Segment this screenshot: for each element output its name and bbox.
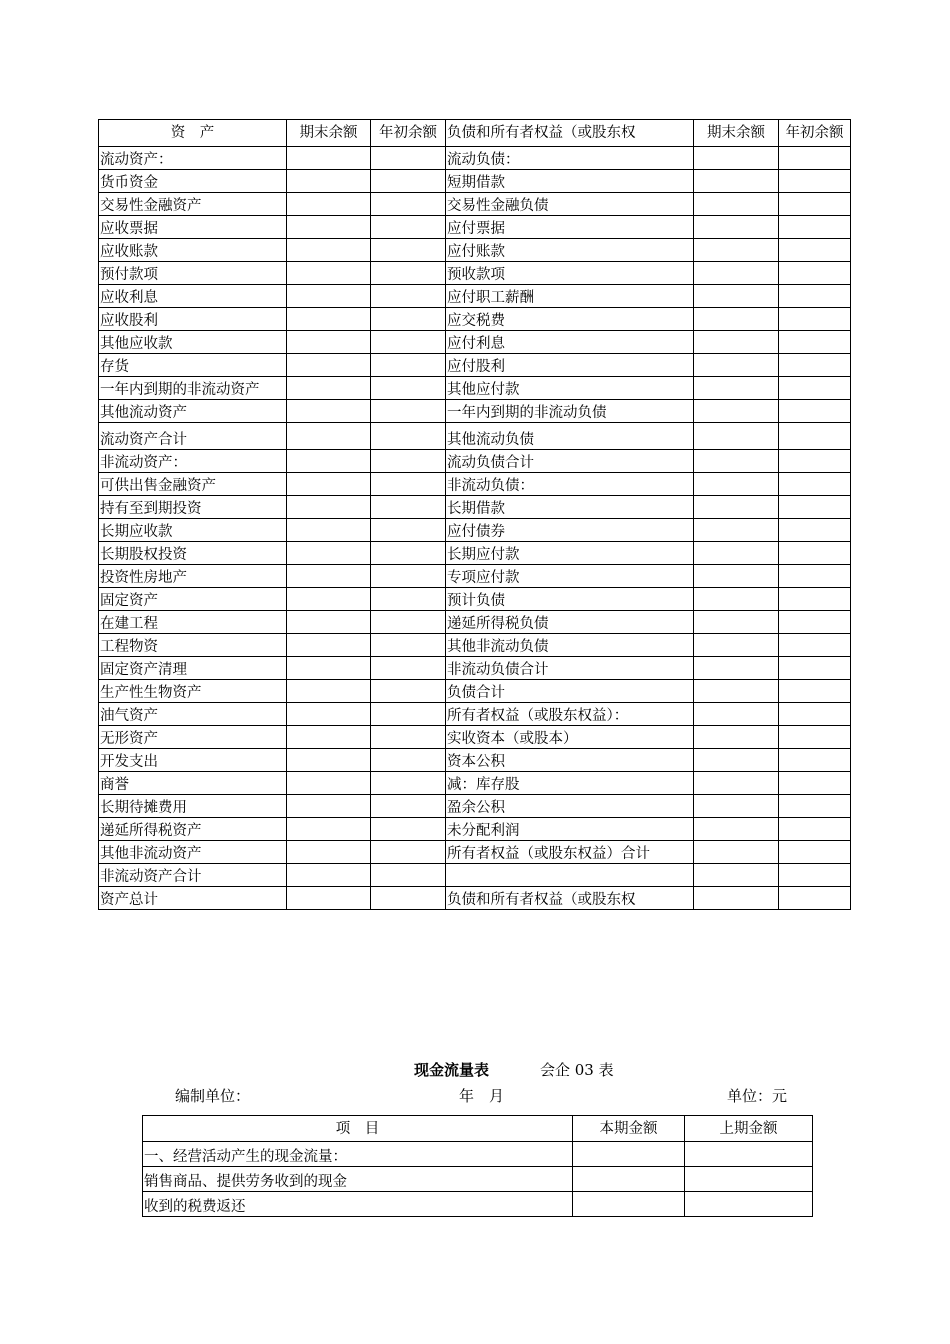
asset-opening-balance[interactable]	[371, 726, 446, 749]
table-row	[99, 193, 851, 216]
liability-ending-balance[interactable]	[694, 450, 779, 473]
asset-ending-balance[interactable]	[287, 239, 371, 262]
liability-ending-balance[interactable]	[694, 354, 779, 377]
asset-item-label: 预付款项	[99, 262, 287, 285]
liability-opening-balance[interactable]	[779, 611, 851, 634]
liability-item-label: 专项应付款	[446, 565, 694, 588]
currency-unit-label: 单位：元	[727, 1087, 788, 1105]
liability-ending-balance[interactable]	[694, 657, 779, 680]
liability-opening-balance[interactable]	[779, 400, 851, 423]
liability-opening-balance[interactable]	[779, 423, 851, 450]
liability-ending-balance[interactable]	[694, 239, 779, 262]
liability-item-label: 减：库存股	[446, 772, 694, 795]
table-row	[99, 170, 851, 193]
asset-ending-balance[interactable]	[287, 331, 371, 354]
asset-ending-balance[interactable]	[287, 680, 371, 703]
liability-item-label: 非流动负债：	[446, 473, 694, 496]
table-row	[99, 565, 851, 588]
table-row	[99, 331, 851, 354]
asset-ending-balance[interactable]	[287, 400, 371, 423]
liability-item-label: 盈余公积	[446, 795, 694, 818]
liability-item-label: 负债和所有者权益（或股东权	[446, 887, 694, 910]
asset-opening-balance[interactable]	[371, 657, 446, 680]
liability-item-label: 预收款项	[446, 262, 694, 285]
asset-ending-balance[interactable]	[287, 634, 371, 657]
asset-ending-balance[interactable]	[287, 887, 371, 910]
liability-opening-balance[interactable]	[779, 772, 851, 795]
table-row	[143, 1167, 813, 1192]
asset-item-label: 流动资产：	[99, 147, 287, 170]
liability-opening-balance[interactable]	[779, 657, 851, 680]
liability-item-label: 未分配利润	[446, 818, 694, 841]
asset-ending-balance[interactable]	[287, 354, 371, 377]
liability-ending-balance[interactable]	[694, 772, 779, 795]
balance-sheet-header-row	[99, 120, 851, 147]
liability-ending-balance[interactable]	[694, 496, 779, 519]
column-header: 年初余额	[779, 120, 851, 147]
liability-ending-balance[interactable]	[694, 193, 779, 216]
asset-opening-balance[interactable]	[371, 565, 446, 588]
liability-ending-balance[interactable]	[694, 726, 779, 749]
asset-ending-balance[interactable]	[287, 308, 371, 331]
asset-opening-balance[interactable]	[371, 864, 446, 887]
liability-item-label: 负债合计	[446, 680, 694, 703]
liability-item-label: 一年内到期的非流动负债	[446, 400, 694, 423]
liability-item-label: 长期借款	[446, 496, 694, 519]
asset-item-label: 应收账款	[99, 239, 287, 262]
liability-item-label: 交易性金融负债	[446, 193, 694, 216]
table-row	[99, 795, 851, 818]
liability-opening-balance[interactable]	[779, 285, 851, 308]
table-row	[99, 542, 851, 565]
liability-ending-balance[interactable]	[694, 864, 779, 887]
asset-ending-balance[interactable]	[287, 841, 371, 864]
asset-opening-balance[interactable]	[371, 634, 446, 657]
liability-opening-balance[interactable]	[779, 331, 851, 354]
asset-ending-balance[interactable]	[287, 864, 371, 887]
liability-ending-balance[interactable]	[694, 519, 779, 542]
asset-opening-balance[interactable]	[371, 749, 446, 772]
asset-item-label: 流动资产合计	[99, 423, 287, 450]
column-header: 期末余额	[694, 120, 779, 147]
asset-opening-balance[interactable]	[371, 400, 446, 423]
table-row	[99, 634, 851, 657]
asset-ending-balance[interactable]	[287, 377, 371, 400]
table-row	[99, 216, 851, 239]
liability-item-label: 长期应付款	[446, 542, 694, 565]
table-row	[99, 887, 851, 910]
table-row	[99, 239, 851, 262]
asset-item-label: 非流动资产合计	[99, 864, 287, 887]
asset-ending-balance[interactable]	[287, 423, 371, 450]
asset-item-label: 固定资产	[99, 588, 287, 611]
table-row	[99, 354, 851, 377]
asset-opening-balance[interactable]	[371, 216, 446, 239]
asset-item-label: 应收利息	[99, 285, 287, 308]
asset-item-label: 交易性金融资产	[99, 193, 287, 216]
form-code: 会企 03 表	[540, 1061, 614, 1079]
cash-flow-item-label: 一、经营活动产生的现金流量：	[143, 1142, 573, 1167]
prior-period-amount[interactable]	[685, 1167, 813, 1192]
asset-item-label: 油气资产	[99, 703, 287, 726]
asset-item-label: 长期股权投资	[99, 542, 287, 565]
cash-flow-table	[142, 1115, 813, 1217]
asset-item-label: 非流动资产：	[99, 450, 287, 473]
liability-item-label: 递延所得税负债	[446, 611, 694, 634]
table-row	[99, 657, 851, 680]
asset-item-label: 工程物资	[99, 634, 287, 657]
asset-ending-balance[interactable]	[287, 611, 371, 634]
asset-item-label: 一年内到期的非流动资产	[99, 377, 287, 400]
liability-item-label: 预计负债	[446, 588, 694, 611]
liability-ending-balance[interactable]	[694, 887, 779, 910]
liability-item-label: 非流动负债合计	[446, 657, 694, 680]
liability-item-label: 资本公积	[446, 749, 694, 772]
liability-ending-balance[interactable]	[694, 703, 779, 726]
asset-item-label: 固定资产清理	[99, 657, 287, 680]
table-row	[143, 1192, 813, 1217]
cash-flow-title: 现金流量表	[414, 1061, 490, 1079]
asset-item-label: 存货	[99, 354, 287, 377]
asset-opening-balance[interactable]	[371, 680, 446, 703]
liability-item-label: 流动负债：	[446, 147, 694, 170]
liability-opening-balance[interactable]	[779, 308, 851, 331]
asset-ending-balance[interactable]	[287, 170, 371, 193]
asset-ending-balance[interactable]	[287, 657, 371, 680]
table-row	[99, 423, 851, 450]
table-row	[99, 680, 851, 703]
asset-item-label: 其他流动资产	[99, 400, 287, 423]
asset-opening-balance[interactable]	[371, 377, 446, 400]
asset-opening-balance[interactable]	[371, 588, 446, 611]
liability-ending-balance[interactable]	[694, 308, 779, 331]
period-label: 年 月	[459, 1087, 505, 1105]
liability-opening-balance[interactable]	[779, 496, 851, 519]
liability-opening-balance[interactable]	[779, 473, 851, 496]
liability-opening-balance[interactable]	[779, 818, 851, 841]
liability-opening-balance[interactable]	[779, 354, 851, 377]
liability-opening-balance[interactable]	[779, 147, 851, 170]
table-row	[99, 749, 851, 772]
liability-item-label: 应交税费	[446, 308, 694, 331]
liability-item-label: 应付账款	[446, 239, 694, 262]
liability-ending-balance[interactable]	[694, 565, 779, 588]
asset-item-label: 递延所得税资产	[99, 818, 287, 841]
table-row	[99, 818, 851, 841]
asset-opening-balance[interactable]	[371, 519, 446, 542]
current-period-amount[interactable]	[573, 1167, 685, 1192]
liability-item-label: 所有者权益（或股东权益）：	[446, 703, 694, 726]
asset-ending-balance[interactable]	[287, 542, 371, 565]
liability-item-label: 所有者权益（或股东权益）合计	[446, 841, 694, 864]
liability-opening-balance[interactable]	[779, 864, 851, 887]
asset-item-label: 货币资金	[99, 170, 287, 193]
liability-ending-balance[interactable]	[694, 749, 779, 772]
column-header: 期末余额	[287, 120, 371, 147]
asset-item-label: 开发支出	[99, 749, 287, 772]
liability-item-label: 其他流动负债	[446, 423, 694, 450]
asset-ending-balance[interactable]	[287, 262, 371, 285]
liability-opening-balance[interactable]	[779, 565, 851, 588]
table-row	[99, 308, 851, 331]
asset-ending-balance[interactable]	[287, 193, 371, 216]
asset-ending-balance[interactable]	[287, 588, 371, 611]
asset-opening-balance[interactable]	[371, 239, 446, 262]
prior-period-amount[interactable]	[685, 1192, 813, 1217]
asset-ending-balance[interactable]	[287, 726, 371, 749]
liability-ending-balance[interactable]	[694, 611, 779, 634]
preparer-label: 编制单位：	[175, 1087, 251, 1105]
asset-ending-balance[interactable]	[287, 772, 371, 795]
liability-ending-balance[interactable]	[694, 262, 779, 285]
column-header: 年初余额	[371, 120, 446, 147]
liability-item-label	[446, 864, 694, 887]
liability-ending-balance[interactable]	[694, 216, 779, 239]
table-row	[99, 496, 851, 519]
liability-opening-balance[interactable]	[779, 841, 851, 864]
table-row	[99, 450, 851, 473]
table-row	[99, 772, 851, 795]
column-header: 本期金额	[573, 1116, 685, 1142]
asset-ending-balance[interactable]	[287, 818, 371, 841]
liability-opening-balance[interactable]	[779, 542, 851, 565]
asset-item-label: 应收票据	[99, 216, 287, 239]
liability-item-label: 短期借款	[446, 170, 694, 193]
table-row	[99, 588, 851, 611]
asset-opening-balance[interactable]	[371, 262, 446, 285]
asset-opening-balance[interactable]	[371, 887, 446, 910]
liability-opening-balance[interactable]	[779, 588, 851, 611]
liability-opening-balance[interactable]	[779, 634, 851, 657]
asset-ending-balance[interactable]	[287, 450, 371, 473]
current-period-amount[interactable]	[573, 1192, 685, 1217]
cash-flow-item-label: 收到的税费返还	[143, 1192, 573, 1217]
column-header: 负债和所有者权益（或股东权	[446, 120, 694, 147]
column-header: 资 产	[99, 120, 287, 147]
asset-opening-balance[interactable]	[371, 611, 446, 634]
liability-ending-balance[interactable]	[694, 818, 779, 841]
asset-item-label: 其他非流动资产	[99, 841, 287, 864]
asset-ending-balance[interactable]	[287, 749, 371, 772]
column-header: 项 目	[143, 1116, 573, 1142]
liability-ending-balance[interactable]	[694, 377, 779, 400]
asset-opening-balance[interactable]	[371, 285, 446, 308]
liability-item-label: 其他应付款	[446, 377, 694, 400]
liability-item-label: 应付利息	[446, 331, 694, 354]
asset-opening-balance[interactable]	[371, 473, 446, 496]
liability-ending-balance[interactable]	[694, 634, 779, 657]
liability-ending-balance[interactable]	[694, 331, 779, 354]
asset-ending-balance[interactable]	[287, 285, 371, 308]
liability-ending-balance[interactable]	[694, 588, 779, 611]
asset-item-label: 其他应收款	[99, 331, 287, 354]
table-row	[99, 262, 851, 285]
liability-opening-balance[interactable]	[779, 795, 851, 818]
asset-ending-balance[interactable]	[287, 216, 371, 239]
table-row	[99, 400, 851, 423]
liability-opening-balance[interactable]	[779, 193, 851, 216]
asset-item-label: 可供出售金融资产	[99, 473, 287, 496]
liability-ending-balance[interactable]	[694, 400, 779, 423]
liability-item-label: 应付股利	[446, 354, 694, 377]
asset-ending-balance[interactable]	[287, 519, 371, 542]
liability-ending-balance[interactable]	[694, 147, 779, 170]
asset-item-label: 在建工程	[99, 611, 287, 634]
table-row	[99, 703, 851, 726]
asset-item-label: 投资性房地产	[99, 565, 287, 588]
liability-item-label: 应付债券	[446, 519, 694, 542]
asset-item-label: 应收股利	[99, 308, 287, 331]
liability-opening-balance[interactable]	[779, 726, 851, 749]
liability-ending-balance[interactable]	[694, 680, 779, 703]
liability-opening-balance[interactable]	[779, 377, 851, 400]
liability-item-label: 应付票据	[446, 216, 694, 239]
asset-ending-balance[interactable]	[287, 496, 371, 519]
asset-opening-balance[interactable]	[371, 795, 446, 818]
asset-opening-balance[interactable]	[371, 450, 446, 473]
asset-opening-balance[interactable]	[371, 308, 446, 331]
asset-opening-balance[interactable]	[371, 841, 446, 864]
liability-ending-balance[interactable]	[694, 542, 779, 565]
liability-opening-balance[interactable]	[779, 216, 851, 239]
table-row	[99, 285, 851, 308]
asset-ending-balance[interactable]	[287, 565, 371, 588]
liability-ending-balance[interactable]	[694, 841, 779, 864]
asset-opening-balance[interactable]	[371, 193, 446, 216]
asset-ending-balance[interactable]	[287, 473, 371, 496]
liability-opening-balance[interactable]	[779, 703, 851, 726]
asset-opening-balance[interactable]	[371, 423, 446, 450]
liability-opening-balance[interactable]	[779, 239, 851, 262]
liability-opening-balance[interactable]	[779, 887, 851, 910]
asset-ending-balance[interactable]	[287, 795, 371, 818]
table-row	[99, 377, 851, 400]
table-row	[99, 841, 851, 864]
table-row	[99, 611, 851, 634]
liability-ending-balance[interactable]	[694, 795, 779, 818]
table-row	[99, 147, 851, 170]
asset-opening-balance[interactable]	[371, 147, 446, 170]
asset-opening-balance[interactable]	[371, 703, 446, 726]
asset-item-label: 商誉	[99, 772, 287, 795]
liability-opening-balance[interactable]	[779, 680, 851, 703]
asset-opening-balance[interactable]	[371, 170, 446, 193]
liability-ending-balance[interactable]	[694, 423, 779, 450]
balance-sheet-table	[98, 119, 851, 910]
asset-opening-balance[interactable]	[371, 772, 446, 795]
asset-opening-balance[interactable]	[371, 818, 446, 841]
asset-item-label: 长期待摊费用	[99, 795, 287, 818]
liability-item-label: 其他非流动负债	[446, 634, 694, 657]
asset-ending-balance[interactable]	[287, 703, 371, 726]
current-period-amount[interactable]	[573, 1142, 685, 1167]
liability-ending-balance[interactable]	[694, 473, 779, 496]
liability-opening-balance[interactable]	[779, 262, 851, 285]
asset-item-label: 长期应收款	[99, 519, 287, 542]
asset-opening-balance[interactable]	[371, 354, 446, 377]
prior-period-amount[interactable]	[685, 1142, 813, 1167]
liability-item-label: 应付职工薪酬	[446, 285, 694, 308]
cash-flow-header-row	[143, 1116, 813, 1142]
table-row	[99, 726, 851, 749]
table-row	[143, 1142, 813, 1167]
column-header: 上期金额	[685, 1116, 813, 1142]
asset-opening-balance[interactable]	[371, 331, 446, 354]
liability-opening-balance[interactable]	[779, 749, 851, 772]
liability-opening-balance[interactable]	[779, 519, 851, 542]
asset-ending-balance[interactable]	[287, 147, 371, 170]
asset-opening-balance[interactable]	[371, 542, 446, 565]
table-row	[99, 864, 851, 887]
liability-ending-balance[interactable]	[694, 285, 779, 308]
liability-opening-balance[interactable]	[779, 170, 851, 193]
asset-opening-balance[interactable]	[371, 496, 446, 519]
asset-item-label: 资产总计	[99, 887, 287, 910]
asset-item-label: 无形资产	[99, 726, 287, 749]
liability-item-label: 实收资本（或股本）	[446, 726, 694, 749]
cash-flow-item-label: 销售商品、提供劳务收到的现金	[143, 1167, 573, 1192]
table-row	[99, 473, 851, 496]
liability-item-label: 流动负债合计	[446, 450, 694, 473]
asset-item-label: 持有至到期投资	[99, 496, 287, 519]
liability-opening-balance[interactable]	[779, 450, 851, 473]
liability-ending-balance[interactable]	[694, 170, 779, 193]
asset-item-label: 生产性生物资产	[99, 680, 287, 703]
table-row	[99, 519, 851, 542]
